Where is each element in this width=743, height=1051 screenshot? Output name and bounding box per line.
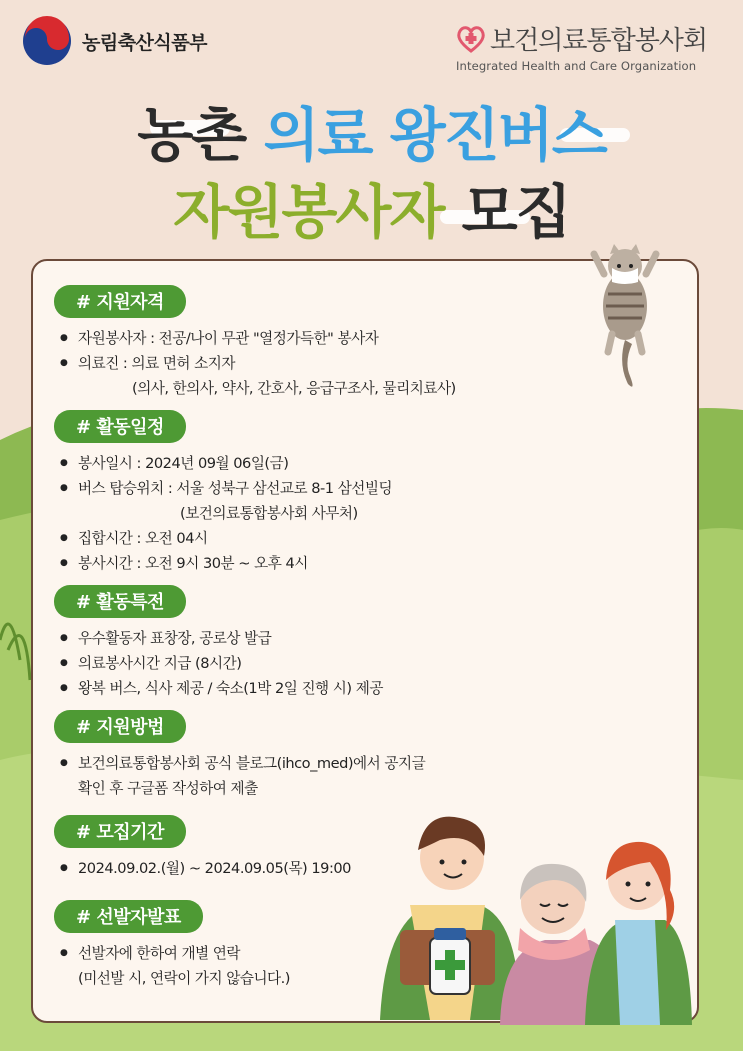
list-item: ● 보건의료통합봉사회 공식 블로그(ihco_med)에서 공지글 (60, 751, 425, 776)
section-heading: # 선발자발표 (54, 900, 203, 933)
org-name-english: Integrated Health and Care Organization (456, 59, 697, 73)
section-announce (54, 900, 290, 991)
org-name-korean: 보건의료통합봉사회 (490, 26, 708, 56)
list-item: ● 버스 탑승위치 : 서울 성북구 삼선교로 8-1 삼선빌딩 (60, 476, 392, 501)
main-title-line1 (0, 88, 743, 172)
list-item-continued: (미선발 시, 연락이 가지 않습니다.) (78, 970, 290, 987)
title-part: 농촌 (137, 101, 264, 169)
section-heading: # 활동일정 (54, 410, 186, 443)
section-heading: # 지원자격 (54, 285, 186, 318)
main-title-line2 (0, 165, 743, 249)
list-item: ● 집합시간 : 오전 04시 (60, 526, 392, 551)
section-eligibility (54, 285, 456, 401)
section-apply (54, 710, 425, 801)
list-item: ● 의료진 : 의료 면허 소지자 (60, 351, 456, 376)
title-highlight: 의료 왕진버스 (263, 101, 606, 169)
list-item: ● 봉사시간 : 오전 9시 30분 ~ 오후 4시 (60, 551, 392, 576)
ministry-name: 농림축산식품부 (82, 31, 207, 54)
volunteers-illustration (370, 810, 700, 1030)
title-part: 모집 (461, 178, 570, 246)
section-period (54, 815, 351, 881)
ihco-logo (456, 20, 718, 73)
list-item: ● 2024.09.02.(월) ~ 2024.09.05(목) 19:00 (60, 856, 351, 881)
list-item: ● 왕복 버스, 식사 제공 / 숙소(1박 2일 진행 시) 제공 (60, 676, 383, 701)
taegeuk-icon (22, 16, 72, 66)
list-item-continued: (보건의료통합봉사회 사무처) (180, 505, 358, 522)
section-heading: # 활동특전 (54, 585, 186, 618)
cat-illustration (590, 244, 660, 394)
list-item: ● 선발자에 한하여 개별 연락 (60, 941, 290, 966)
title-highlight: 자원봉사자 (173, 178, 462, 246)
mafra-logo (22, 16, 207, 66)
list-item: ● 봉사일시 : 2024년 09월 06일(금) (60, 451, 392, 476)
list-item: ● 의료봉사시간 지급 (8시간) (60, 651, 383, 676)
list-item: ● 자원봉사자 : 전공/나이 무관 "열정가득한" 봉사자 (60, 326, 456, 351)
section-schedule (54, 410, 392, 576)
section-benefits (54, 585, 383, 701)
section-heading: # 지원방법 (54, 710, 186, 743)
section-heading: # 모집기간 (54, 815, 186, 848)
list-item-continued: 확인 후 구글폼 작성하여 제출 (78, 780, 258, 797)
list-item-continued: (의사, 한의사, 약사, 간호사, 응급구조사, 물리치료사) (132, 380, 456, 397)
heart-cross-icon (456, 25, 486, 53)
list-item: ● 우수활동자 표창장, 공로상 발급 (60, 626, 383, 651)
